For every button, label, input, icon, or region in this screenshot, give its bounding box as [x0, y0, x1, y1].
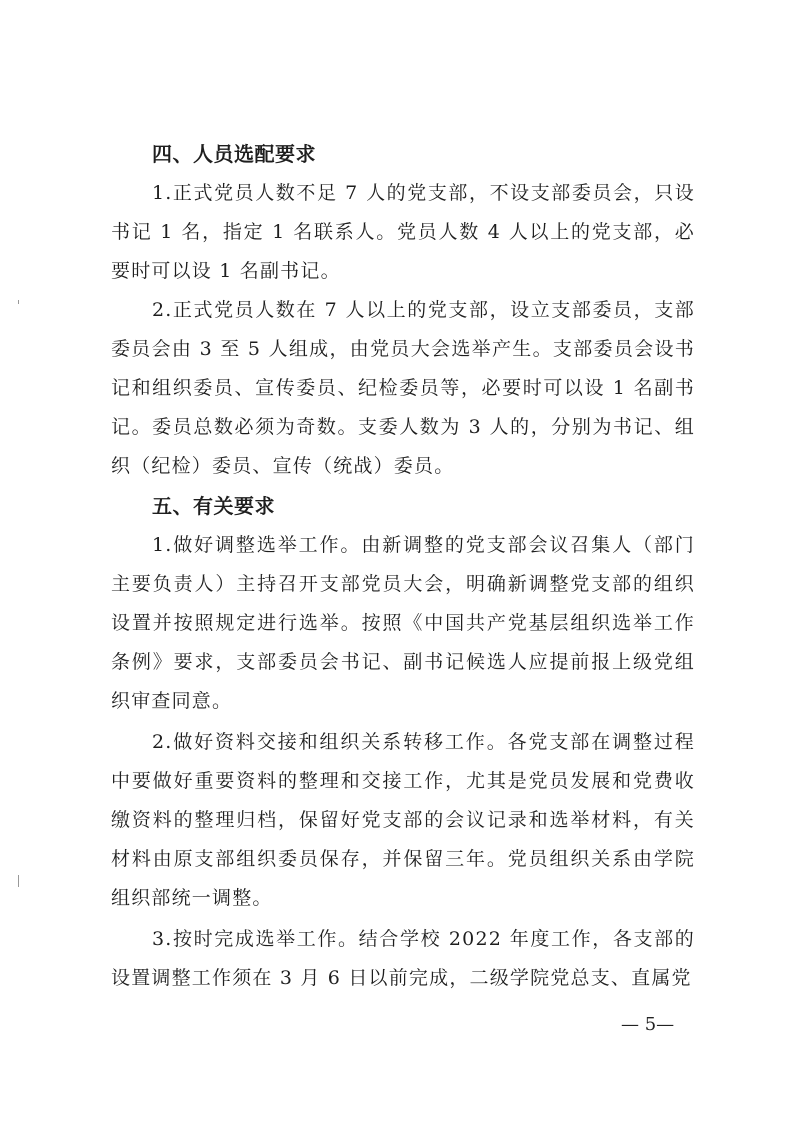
- section-requirements: [111, 486, 695, 998]
- paragraph: 1.做好调整选举工作。由新调整的党支部会议召集人（部门主要负责人）主持召开支部党员大会，明确新调整党支部的组织设置并按照规定进行选举。按照《中国共产党基层组织选举工作条例》要求，支部委员会书记、副书记候选人应提前报上级党组织审查同意。: [111, 534, 695, 712]
- section-heading: 五、有关要求: [152, 494, 275, 518]
- scan-edge-mark: [18, 300, 19, 304]
- document-body: [111, 134, 695, 998]
- paragraph: 3.按时完成选举工作。结合学校 2022 年度工作，各支部的设置调整工作须在 3 月 6 日以前完成，二级学院党总支、直属党: [111, 928, 695, 989]
- section-heading: 四、人员选配要求: [152, 142, 316, 166]
- paragraph: 2.做好资料交接和组织关系转移工作。各党支部在调整过程中要做好重要资料的整理和交接工作，尤其是党员发展和党费收缴资料的整理归档，保留好党支部的会议记录和选举材料，有关材料由原支部组织委员保存，并保留三年。党员组织关系由学院组织部统一调整。: [111, 731, 695, 909]
- section-personnel: [111, 134, 695, 486]
- page-number: — 5—: [621, 1014, 675, 1035]
- scan-edge-mark: [18, 875, 19, 887]
- paragraph: 2.正式党员人数在 7 人以上的党支部，设立支部委员，支部委员会由 3 至 5 人组成，由党员大会选举产生。支部委员会设书记和组织委员、宣传委员、纪检委员等，必要时可以设 1 名副书记。委员总数必须为奇数。支委人数为 3 人的，分别为书记、组织（纪检）委员、宣传（统战）委员。: [111, 299, 695, 477]
- paragraph: 1.正式党员人数不足 7 人的党支部，不设支部委员会，只设书记 1 名，指定 1 名联系人。党员人数 4 人以上的党支部，必要时可以设 1 名副书记。: [111, 182, 695, 282]
